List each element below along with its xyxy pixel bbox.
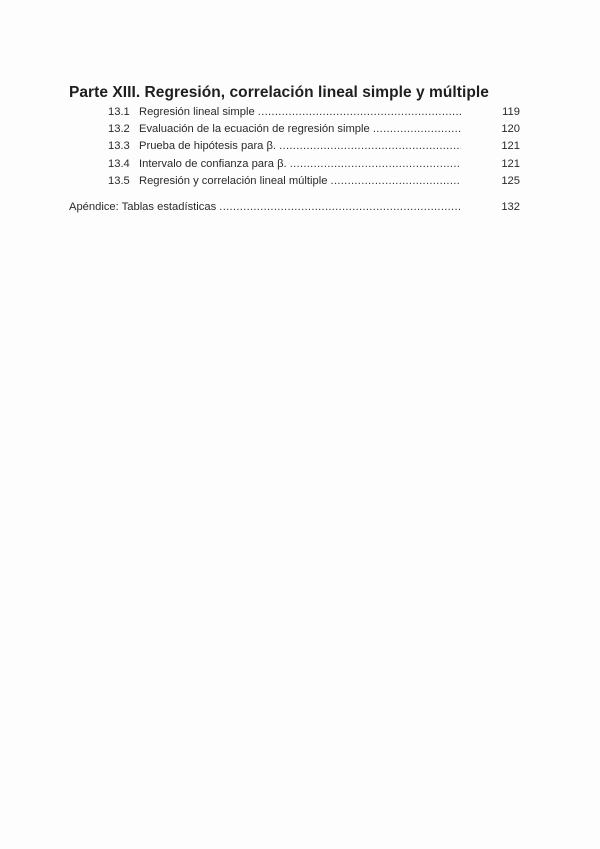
section-title: Intervalo de confianza para β. [139,157,287,170]
part-title: Parte XIII. Regresión, correlación lineal simple y múltiple [69,84,489,101]
section-title: Regresión lineal simple [139,106,255,118]
appendix-title: Apéndice: Tablas estadísticas [69,201,217,213]
toc-list [108,104,520,190]
page-number: 119 [502,106,520,118]
section-number: 13.5 [108,174,130,187]
page-number: 121 [501,140,520,153]
page-number: 121 [501,157,520,170]
page-number: 120 [501,123,520,136]
toc-entry-13-3 [108,138,520,155]
page-number: 125 [501,174,520,187]
toc-entry-13-2 [108,121,520,138]
toc-entry-13-4 [108,156,520,173]
section-number: 13.2 [108,123,130,136]
toc-entry-13-5 [108,173,520,190]
toc-entry-appendix [69,199,520,216]
section-number: 13.4 [108,157,130,170]
section-title: Regresión y correlación lineal múltiple [139,174,328,187]
section-number: 13.3 [108,140,130,153]
page-number: 132 [501,201,520,213]
toc-entry-13-1 [108,104,520,121]
section-title: Evaluación de la ecuación de regresión simple [139,123,370,136]
section-title: Prueba de hipótesis para β. [139,140,277,153]
section-number: 13.1 [108,106,130,118]
